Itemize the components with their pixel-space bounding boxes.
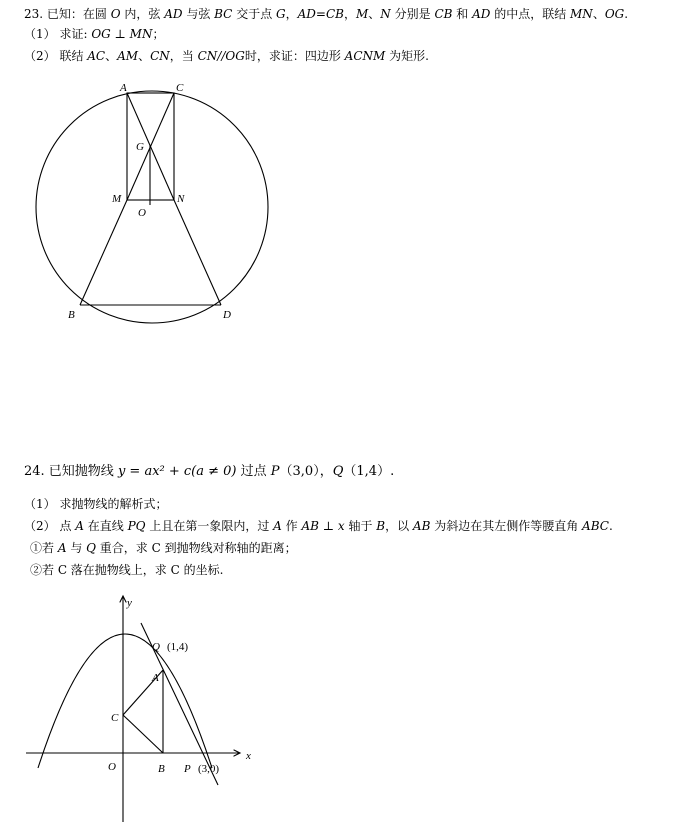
segment-cb [123,715,163,753]
label-d: D [223,309,231,321]
q23-part-1: （1） 求证: OG ⊥ MN； [24,27,165,41]
q24-part-1: （1） 求抛物线的解析式； [24,497,168,511]
segment-mb [80,200,127,305]
q23-circle-figure [0,0,692,340]
label-x-axis: x [246,750,251,762]
parabola-curve [38,634,212,768]
segment-nd [174,200,221,305]
q24-parabola-figure [0,590,692,833]
q24-line-1: 24. 已知抛物线 y = ax² + c(a ≠ 0) 过点 P（3,0），Q（1,4）. [24,464,395,479]
label-a: A [120,82,127,94]
label-c-point: C [111,712,119,724]
label-q-coords: (1,4) [167,641,189,653]
label-origin: O [108,761,116,773]
circle-o [36,91,268,323]
q23-line-1: 23. 已知：在圆 O 内，弦 AD 与弦 BC 交于点 G，AD=CB，M、N 分别是 CB 和 AD 的中点，联结 MN、OG. [24,7,629,21]
label-q: Q [152,641,160,653]
label-b: B [68,309,75,321]
q24-part-2: （2） 点 A 在直线 PQ 上且在第一象限内，过 A 作 AB ⊥ x 轴于 B，以 AB 为斜边在其左侧作等腰直角 ABC. [24,519,613,533]
label-p-coords: (3,0) [198,763,220,775]
label-o: O [138,207,146,219]
q24-subpart-2: ②若 C 落在抛物线上，求 C 的坐标. [30,563,224,577]
label-y-axis: y [127,597,132,609]
q24-subpart-1: ①若 A 与 Q 重合，求 C 到抛物线对称轴的距离； [30,541,297,555]
label-c: C [176,82,184,94]
label-g: G [136,141,144,153]
label-m: M [112,193,122,205]
q23-part-2: （2） 联结 AC、AM、CN，当 CN//OG时，求证：四边形 ACNM 为矩形. [24,49,429,63]
label-a-point: A [152,672,159,684]
label-p-point: P [184,763,191,775]
label-n: N [177,193,185,205]
label-b-point: B [158,763,165,775]
